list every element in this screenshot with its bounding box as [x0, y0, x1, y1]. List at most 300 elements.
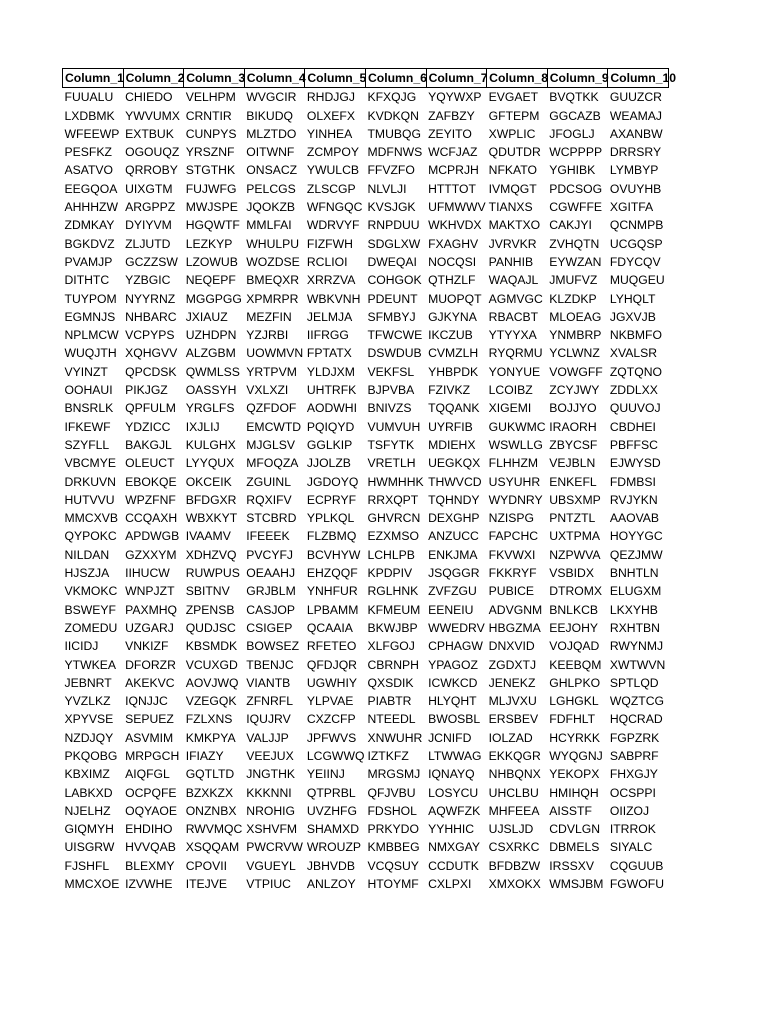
- table-cell[interactable]: IXJLIJ: [185, 419, 220, 434]
- table-cell[interactable]: OLXEFX: [306, 108, 355, 123]
- table-cell[interactable]: ARGPPZ: [125, 200, 176, 215]
- table-cell[interactable]: JXIAUZ: [185, 309, 228, 324]
- table-cell[interactable]: MAKTXO: [488, 218, 541, 233]
- table-cell[interactable]: AQWFZK: [428, 803, 481, 818]
- table-cell[interactable]: OGOUQZ: [125, 145, 180, 160]
- table-cell[interactable]: IZVWHE: [125, 877, 173, 892]
- table-cell[interactable]: EYWZAN: [549, 254, 602, 269]
- table-cell[interactable]: DBMELS: [549, 840, 600, 855]
- table-cell[interactable]: MCPRJH: [428, 163, 479, 178]
- table-cell[interactable]: DITHTC: [64, 273, 110, 288]
- table-cell[interactable]: RBACBT: [488, 309, 539, 324]
- table-cell[interactable]: CHIEDO: [125, 90, 173, 105]
- table-cell[interactable]: LPBAMM: [306, 602, 359, 617]
- table-cell[interactable]: SFMBYJ: [367, 309, 416, 324]
- table-cell[interactable]: YLPVAE: [306, 694, 354, 709]
- table-cell[interactable]: EGMNJS: [64, 309, 116, 324]
- table-cell[interactable]: GUUZCR: [609, 90, 662, 105]
- table-cell[interactable]: ZVFZGU: [428, 584, 477, 599]
- table-cell[interactable]: AXANBW: [609, 126, 663, 141]
- table-cell[interactable]: BKWJBP: [367, 620, 418, 635]
- table-cell[interactable]: RYQRMU: [488, 346, 543, 361]
- table-cell[interactable]: NLVLJI: [367, 181, 407, 196]
- table-cell[interactable]: LXDBMK: [64, 108, 115, 123]
- table-cell[interactable]: APDWGB: [125, 529, 180, 544]
- table-cell[interactable]: UIXGTM: [125, 181, 173, 196]
- table-cell[interactable]: XWPLIC: [488, 126, 536, 141]
- table-cell[interactable]: VXLXZI: [246, 383, 289, 398]
- table-cell[interactable]: PVCYFJ: [246, 547, 294, 562]
- table-cell[interactable]: UHCLBU: [488, 785, 539, 800]
- table-cell[interactable]: CASJOP: [246, 602, 296, 617]
- table-cell[interactable]: DWEQAI: [367, 254, 417, 269]
- table-cell[interactable]: VEKFSL: [367, 364, 415, 379]
- table-cell[interactable]: KKKNNI: [246, 785, 292, 800]
- table-cell[interactable]: THWVCD: [428, 474, 482, 489]
- table-cell[interactable]: VUMVUH: [367, 419, 421, 434]
- table-cell[interactable]: FAPCHC: [488, 529, 539, 544]
- table-cell[interactable]: XLFGOJ: [367, 639, 415, 654]
- table-cell[interactable]: GZXXYM: [125, 547, 177, 562]
- table-cell[interactable]: MUQGEU: [609, 273, 665, 288]
- table-cell[interactable]: PVAMJP: [64, 254, 113, 269]
- table-cell[interactable]: MUOPQT: [428, 291, 482, 306]
- table-cell[interactable]: PAXMHQ: [125, 602, 178, 617]
- table-cell[interactable]: PIABTR: [367, 694, 412, 709]
- table-cell[interactable]: NZDJQY: [64, 730, 114, 745]
- table-cell[interactable]: ZEYITO: [428, 126, 472, 141]
- table-cell[interactable]: TBENJC: [246, 657, 294, 672]
- table-cell[interactable]: FDMBSI: [609, 474, 656, 489]
- table-cell[interactable]: XVALSR: [609, 346, 658, 361]
- column-header[interactable]: Column_2: [123, 69, 184, 88]
- table-cell[interactable]: YTYYXA: [488, 328, 537, 343]
- table-cell[interactable]: NZISPG: [488, 511, 535, 526]
- table-cell[interactable]: NEQEPF: [185, 273, 236, 288]
- table-cell[interactable]: JENEKZ: [488, 675, 536, 690]
- table-cell[interactable]: TUYPOM: [64, 291, 117, 306]
- table-cell[interactable]: SPTLQD: [609, 675, 659, 690]
- table-cell[interactable]: DEXGHP: [428, 511, 480, 526]
- table-cell[interactable]: WWEDRV: [428, 620, 485, 635]
- table-cell[interactable]: UFMWWV: [428, 200, 486, 215]
- table-cell[interactable]: SHAMXD: [306, 822, 360, 837]
- table-cell[interactable]: QTPRBL: [306, 785, 356, 800]
- column-header[interactable]: Column_7: [426, 69, 487, 88]
- table-cell[interactable]: HQCRAD: [609, 712, 663, 727]
- table-cell[interactable]: MLJVXU: [488, 694, 537, 709]
- table-cell[interactable]: YNMBRP: [549, 328, 602, 343]
- table-cell[interactable]: VKMOKC: [64, 584, 118, 599]
- table-cell[interactable]: IICIDJ: [64, 639, 99, 654]
- table-cell[interactable]: STCBRD: [246, 511, 297, 526]
- table-cell[interactable]: QUDJSC: [185, 620, 236, 635]
- table-cell[interactable]: DFORZR: [125, 657, 176, 672]
- table-cell[interactable]: AAOVAB: [609, 511, 660, 526]
- table-cell[interactable]: CUNPYS: [185, 126, 237, 141]
- table-cell[interactable]: UYRFIB: [428, 419, 473, 434]
- table-cell[interactable]: WHULPU: [246, 236, 300, 251]
- table-cell[interactable]: CVMZLH: [428, 346, 479, 361]
- table-cell[interactable]: PELCGS: [246, 181, 296, 196]
- table-cell[interactable]: IIHUCW: [125, 566, 170, 581]
- table-cell[interactable]: KEEBQM: [549, 657, 602, 672]
- table-cell[interactable]: VRETLH: [367, 456, 416, 471]
- table-cell[interactable]: LCOIBZ: [488, 383, 533, 398]
- table-cell[interactable]: GQTLTD: [185, 767, 235, 782]
- column-header[interactable]: Column_9: [547, 69, 608, 88]
- table-cell[interactable]: MFOQZA: [246, 456, 299, 471]
- table-cell[interactable]: WYQGNJ: [549, 748, 603, 763]
- table-cell[interactable]: TQHNDY: [428, 492, 480, 507]
- table-cell[interactable]: CRNTIR: [185, 108, 232, 123]
- table-cell[interactable]: ZBYCSF: [549, 437, 598, 452]
- table-cell[interactable]: BNHTLN: [609, 566, 659, 581]
- table-cell[interactable]: WBKVNH: [306, 291, 361, 306]
- table-cell[interactable]: LGHGKL: [549, 694, 599, 709]
- table-cell[interactable]: ZOMEDU: [64, 620, 118, 635]
- table-cell[interactable]: RWYNMJ: [609, 639, 664, 654]
- table-cell[interactable]: BGKDVZ: [64, 236, 115, 251]
- table-cell[interactable]: BMEQXR: [246, 273, 300, 288]
- column-header[interactable]: Column_6: [365, 69, 426, 88]
- table-cell[interactable]: UEGKQX: [428, 456, 481, 471]
- table-cell[interactable]: PKQOBG: [64, 748, 118, 763]
- table-cell[interactable]: QCNMPB: [609, 218, 664, 233]
- table-cell[interactable]: WFNGQC: [306, 200, 363, 215]
- table-cell[interactable]: YDZICC: [125, 419, 171, 434]
- table-cell[interactable]: RUWPUS: [185, 566, 240, 581]
- table-cell[interactable]: ECPRYF: [306, 492, 357, 507]
- table-cell[interactable]: JVRVKR: [488, 236, 537, 251]
- table-cell[interactable]: AOVJWQ: [185, 675, 239, 690]
- table-cell[interactable]: KFMEUM: [367, 602, 421, 617]
- table-cell[interactable]: ZLSCGP: [306, 181, 356, 196]
- table-cell[interactable]: MGGPGG: [185, 291, 242, 306]
- table-cell[interactable]: DTROMX: [549, 584, 603, 599]
- table-cell[interactable]: FZIVKZ: [428, 383, 471, 398]
- table-cell[interactable]: NZPWVA: [549, 547, 601, 562]
- table-cell[interactable]: IRSSXV: [549, 858, 594, 873]
- column-header[interactable]: Column_10: [608, 69, 669, 88]
- table-cell[interactable]: VOJQAD: [549, 639, 600, 654]
- table-cell[interactable]: MJGLSV: [246, 437, 296, 452]
- table-cell[interactable]: STGTHK: [185, 163, 236, 178]
- table-cell[interactable]: ASATVO: [64, 163, 114, 178]
- table-cell[interactable]: DYIYVM: [125, 218, 172, 233]
- table-cell[interactable]: CSIGEP: [246, 620, 293, 635]
- table-cell[interactable]: FDYCQV: [609, 254, 661, 269]
- table-cell[interactable]: OQYAOE: [125, 803, 178, 818]
- table-cell[interactable]: OITWNF: [246, 145, 295, 160]
- table-cell[interactable]: ANZUCC: [428, 529, 479, 544]
- table-cell[interactable]: JELMJA: [306, 309, 353, 324]
- table-cell[interactable]: OASSYH: [185, 383, 237, 398]
- table-cell[interactable]: PUBICE: [488, 584, 535, 599]
- table-cell[interactable]: DSWDUB: [367, 346, 422, 361]
- table-cell[interactable]: JBHVDB: [306, 858, 355, 873]
- table-cell[interactable]: DNXVID: [488, 639, 535, 654]
- table-cell[interactable]: AODWHI: [306, 401, 357, 416]
- table-cell[interactable]: WSWLLG: [488, 437, 543, 452]
- table-cell[interactable]: IZTKFZ: [367, 748, 409, 763]
- table-cell[interactable]: ONZNBX: [185, 803, 237, 818]
- table-cell[interactable]: SBITNV: [185, 584, 230, 599]
- table-cell[interactable]: YRGLFS: [185, 401, 235, 416]
- table-cell[interactable]: XIGEMI: [488, 401, 532, 416]
- table-cell[interactable]: PWCRVW: [246, 840, 303, 855]
- table-cell[interactable]: MRGSMJ: [367, 767, 421, 782]
- table-cell[interactable]: QPCDSK: [125, 364, 177, 379]
- table-cell[interactable]: KVSJGK: [367, 200, 416, 215]
- table-cell[interactable]: ICWKCD: [428, 675, 478, 690]
- table-cell[interactable]: YZBGIC: [125, 273, 171, 288]
- table-cell[interactable]: NMXGAY: [428, 840, 480, 855]
- table-cell[interactable]: NOCQSI: [428, 254, 477, 269]
- table-cell[interactable]: EKKQGR: [488, 748, 541, 763]
- table-cell[interactable]: MWJSPE: [185, 200, 238, 215]
- table-cell[interactable]: OKCEIK: [185, 474, 232, 489]
- table-cell[interactable]: FJSHFL: [64, 858, 110, 873]
- table-cell[interactable]: CXZCFP: [306, 712, 356, 727]
- table-cell[interactable]: PDCSOG: [549, 181, 603, 196]
- table-cell[interactable]: VCUXGD: [185, 657, 238, 672]
- table-cell[interactable]: CXLPXI: [428, 877, 472, 892]
- table-cell[interactable]: VTPIUC: [246, 877, 291, 892]
- table-cell[interactable]: QEZJMW: [609, 547, 663, 562]
- table-cell[interactable]: VCQSUY: [367, 858, 419, 873]
- table-cell[interactable]: RWVMQC: [185, 822, 243, 837]
- table-cell[interactable]: LYHQLT: [609, 291, 656, 306]
- table-cell[interactable]: XQHGVV: [125, 346, 178, 361]
- table-cell[interactable]: IFIAZY: [185, 748, 224, 763]
- table-cell[interactable]: VOWGFF: [549, 364, 603, 379]
- table-cell[interactable]: BWOSBL: [428, 712, 481, 727]
- table-cell[interactable]: ZDMKAY: [64, 218, 115, 233]
- table-cell[interactable]: EHZQQF: [306, 566, 358, 581]
- table-cell[interactable]: BAKGJL: [125, 437, 172, 452]
- table-cell[interactable]: MLZTDO: [246, 126, 297, 141]
- table-cell[interactable]: NILDAN: [64, 547, 110, 562]
- table-cell[interactable]: NTEEDL: [367, 712, 416, 727]
- table-cell[interactable]: ZVHQTN: [549, 236, 600, 251]
- table-cell[interactable]: OVUYHB: [609, 181, 662, 196]
- table-cell[interactable]: EHDIHO: [125, 822, 173, 837]
- table-cell[interactable]: RHDJGJ: [306, 90, 355, 105]
- table-cell[interactable]: CDVLGN: [549, 822, 601, 837]
- table-cell[interactable]: HLYQHT: [428, 694, 477, 709]
- table-cell[interactable]: JCNIFD: [428, 730, 472, 745]
- table-cell[interactable]: YWVUMX: [125, 108, 180, 123]
- table-cell[interactable]: BIKUDQ: [246, 108, 294, 123]
- table-cell[interactable]: SZYFLL: [64, 437, 110, 452]
- table-cell[interactable]: ADVGNM: [488, 602, 543, 617]
- table-cell[interactable]: XMXOKX: [488, 877, 541, 892]
- table-cell[interactable]: FKKRYF: [488, 566, 537, 581]
- table-cell[interactable]: YYHHIC: [428, 822, 475, 837]
- table-cell[interactable]: PANHIB: [488, 254, 534, 269]
- table-cell[interactable]: HCYRKK: [549, 730, 601, 745]
- table-cell[interactable]: IVAAMV: [185, 529, 231, 544]
- table-cell[interactable]: FFVZFO: [367, 163, 415, 178]
- table-cell[interactable]: BJPVBA: [367, 383, 415, 398]
- table-cell[interactable]: KULGHX: [185, 437, 236, 452]
- table-cell[interactable]: GFTEPM: [488, 108, 540, 123]
- table-cell[interactable]: RRXQPT: [367, 492, 419, 507]
- table-cell[interactable]: COHGOK: [367, 273, 422, 288]
- table-cell[interactable]: UZHDPN: [185, 328, 237, 343]
- table-cell[interactable]: BOWSEZ: [246, 639, 300, 654]
- table-cell[interactable]: CSXRKC: [488, 840, 540, 855]
- table-cell[interactable]: QRROBY: [125, 163, 178, 178]
- table-cell[interactable]: XWTWVN: [609, 657, 666, 672]
- table-cell[interactable]: ZAFBZY: [428, 108, 475, 123]
- table-cell[interactable]: VBCMYE: [64, 456, 116, 471]
- table-cell[interactable]: UXTPMA: [549, 529, 601, 544]
- table-cell[interactable]: KMBBEG: [367, 840, 420, 855]
- table-cell[interactable]: AGMVGC: [488, 291, 543, 306]
- table-cell[interactable]: FLHHZM: [488, 456, 539, 471]
- table-cell[interactable]: BNSRLK: [64, 401, 114, 416]
- table-cell[interactable]: WVGCIR: [246, 90, 297, 105]
- table-cell[interactable]: SEPUEZ: [125, 712, 174, 727]
- column-header[interactable]: Column_3: [184, 69, 245, 88]
- table-cell[interactable]: LOSYCU: [428, 785, 479, 800]
- table-cell[interactable]: IFEEEK: [246, 529, 290, 544]
- table-cell[interactable]: GJKYNA: [428, 309, 477, 324]
- table-cell[interactable]: RVJYKN: [609, 492, 658, 507]
- table-cell[interactable]: RGLHNK: [367, 584, 419, 599]
- table-cell[interactable]: MRPGCH: [125, 748, 180, 763]
- table-cell[interactable]: JGDOYQ: [306, 474, 359, 489]
- table-cell[interactable]: QFJVBU: [367, 785, 416, 800]
- table-cell[interactable]: MMLFAI: [246, 218, 292, 233]
- table-cell[interactable]: WDRVYF: [306, 218, 360, 233]
- table-cell[interactable]: UJSLJD: [488, 822, 534, 837]
- table-cell[interactable]: IQNJJC: [125, 694, 168, 709]
- table-cell[interactable]: PBFFSC: [609, 437, 658, 452]
- table-cell[interactable]: CPOVII: [185, 858, 227, 873]
- table-cell[interactable]: AHHHZW: [64, 200, 118, 215]
- table-cell[interactable]: MDIEHX: [428, 437, 476, 452]
- table-cell[interactable]: FHXGJY: [609, 767, 658, 782]
- table-cell[interactable]: FIZFWH: [306, 236, 353, 251]
- table-cell[interactable]: OCPQFE: [125, 785, 177, 800]
- column-header[interactable]: Column_8: [487, 69, 548, 88]
- table-cell[interactable]: WCPPPP: [549, 145, 603, 160]
- table-cell[interactable]: HOYYGC: [609, 529, 663, 544]
- table-cell[interactable]: CCDUTK: [428, 858, 479, 873]
- table-cell[interactable]: EVGAET: [488, 90, 539, 105]
- table-cell[interactable]: BZXKZX: [185, 785, 234, 800]
- table-cell[interactable]: WKHVDX: [428, 218, 482, 233]
- table-cell[interactable]: VSBIDX: [549, 566, 594, 581]
- table-cell[interactable]: OIIZOJ: [609, 803, 650, 818]
- table-cell[interactable]: TSFYTK: [367, 437, 415, 452]
- table-cell[interactable]: FGPZRK: [609, 730, 660, 745]
- table-cell[interactable]: WNPJZT: [125, 584, 175, 599]
- table-cell[interactable]: YVZLKZ: [64, 694, 111, 709]
- table-cell[interactable]: WOZDSE: [246, 254, 300, 269]
- table-cell[interactable]: UBSXMP: [549, 492, 601, 507]
- table-cell[interactable]: ZDDLXX: [609, 383, 658, 398]
- table-cell[interactable]: YCLWNZ: [549, 346, 600, 361]
- table-cell[interactable]: OOHAUI: [64, 383, 113, 398]
- table-cell[interactable]: WFEEWP: [64, 126, 120, 141]
- table-cell[interactable]: IQNAYQ: [428, 767, 475, 782]
- table-cell[interactable]: YPLKQL: [306, 511, 355, 526]
- table-cell[interactable]: FGWOFU: [609, 877, 664, 892]
- table-cell[interactable]: GCZZSW: [125, 254, 178, 269]
- table-cell[interactable]: EXTBUK: [125, 126, 174, 141]
- table-cell[interactable]: TQQANK: [428, 401, 480, 416]
- table-cell[interactable]: IKCZUB: [428, 328, 473, 343]
- table-cell[interactable]: FLZBMQ: [306, 529, 357, 544]
- table-cell[interactable]: FKVWXI: [488, 547, 536, 562]
- table-cell[interactable]: VGUEYL: [246, 858, 296, 873]
- table-cell[interactable]: PNTZTL: [549, 511, 596, 526]
- table-cell[interactable]: HJSZJA: [64, 566, 110, 581]
- table-cell[interactable]: PRKYDO: [367, 822, 419, 837]
- table-cell[interactable]: VYINZT: [64, 364, 108, 379]
- table-cell[interactable]: BFDBZW: [488, 858, 541, 873]
- table-cell[interactable]: YHBPDK: [428, 364, 479, 379]
- table-cell[interactable]: NHBARC: [125, 309, 177, 324]
- table-cell[interactable]: JPFWVS: [306, 730, 357, 745]
- table-cell[interactable]: YTWKEA: [64, 657, 116, 672]
- table-cell[interactable]: UGWHIY: [306, 675, 357, 690]
- table-cell[interactable]: MHFEEA: [488, 803, 540, 818]
- table-cell[interactable]: JMUFVZ: [549, 273, 598, 288]
- table-cell[interactable]: AIQFGL: [125, 767, 170, 782]
- table-cell[interactable]: IFKEWF: [64, 419, 111, 434]
- table-cell[interactable]: YWULCB: [306, 163, 360, 178]
- table-cell[interactable]: YRTPVM: [246, 364, 297, 379]
- table-cell[interactable]: BNIVZS: [367, 401, 412, 416]
- table-cell[interactable]: OCSPPI: [609, 785, 656, 800]
- table-cell[interactable]: KBXIMZ: [64, 767, 110, 782]
- table-cell[interactable]: WEAMAJ: [609, 108, 662, 123]
- table-cell[interactable]: VEJBLN: [549, 456, 596, 471]
- table-cell[interactable]: MLOEAG: [549, 309, 602, 324]
- table-cell[interactable]: BVQTKK: [549, 90, 599, 105]
- table-cell[interactable]: KBSMDK: [185, 639, 238, 654]
- table-cell[interactable]: ZLJUTD: [125, 236, 171, 251]
- table-cell[interactable]: ELUGXM: [609, 584, 662, 599]
- table-cell[interactable]: NPLMCW: [64, 328, 119, 343]
- column-header[interactable]: Column_4: [244, 69, 305, 88]
- table-cell[interactable]: GGLKIP: [306, 437, 353, 452]
- table-cell[interactable]: EEJOHY: [549, 620, 599, 635]
- table-cell[interactable]: GHVRCN: [367, 511, 421, 526]
- table-cell[interactable]: JNGTHK: [246, 767, 296, 782]
- table-cell[interactable]: EZXMSO: [367, 529, 419, 544]
- table-cell[interactable]: XSHVFM: [246, 822, 298, 837]
- table-cell[interactable]: HGQWTF: [185, 218, 240, 233]
- table-cell[interactable]: KPDPIV: [367, 566, 413, 581]
- table-cell[interactable]: PDEUNT: [367, 291, 418, 306]
- table-cell[interactable]: FZLXNS: [185, 712, 233, 727]
- table-cell[interactable]: ZFNRFL: [246, 694, 293, 709]
- table-cell[interactable]: EENEIU: [428, 602, 474, 617]
- table-cell[interactable]: CBDHEI: [609, 419, 656, 434]
- table-cell[interactable]: TMUBQG: [367, 126, 421, 141]
- table-cell[interactable]: YRSZNF: [185, 145, 235, 160]
- table-cell[interactable]: SABPRF: [609, 748, 659, 763]
- table-cell[interactable]: XPYVSE: [64, 712, 114, 727]
- table-cell[interactable]: GUKWMC: [488, 419, 546, 434]
- table-cell[interactable]: YEKOPX: [549, 767, 600, 782]
